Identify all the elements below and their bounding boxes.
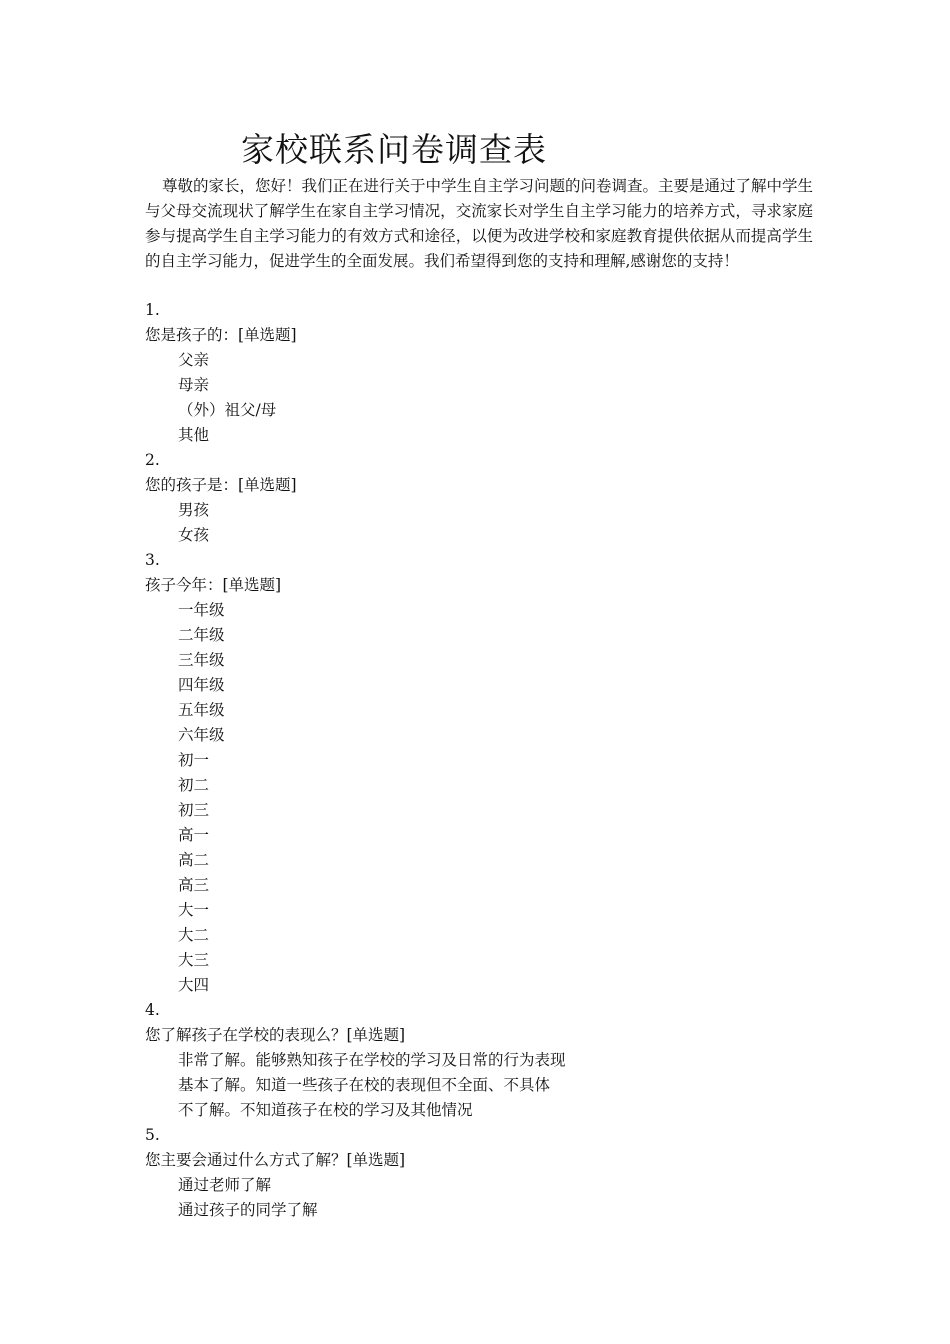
question-option: 五年级 bbox=[178, 701, 225, 719]
question-option: 六年级 bbox=[178, 726, 225, 744]
question-option: 三年级 bbox=[178, 651, 225, 669]
question-option: 初一 bbox=[178, 751, 210, 769]
question-list bbox=[145, 298, 825, 1223]
question-option: 父亲 bbox=[178, 351, 210, 369]
question bbox=[145, 448, 825, 548]
question-option: 大二 bbox=[178, 926, 210, 944]
question-number: 2. bbox=[145, 451, 160, 469]
question-number: 1. bbox=[145, 301, 160, 319]
question-option: 高一 bbox=[178, 826, 210, 844]
question-option: 四年级 bbox=[178, 676, 225, 694]
question-option: 一年级 bbox=[178, 601, 225, 619]
question-text: 孩子今年：[单选题] bbox=[145, 576, 282, 594]
question-option: 不了解。不知道孩子在校的学习及其他情况 bbox=[178, 1101, 473, 1119]
question-option: 二年级 bbox=[178, 626, 225, 644]
document-title: 家校联系问卷调查表 bbox=[241, 130, 547, 169]
question-option: 通过老师了解 bbox=[178, 1176, 272, 1194]
question-number: 3. bbox=[145, 551, 160, 569]
question-option: 大三 bbox=[178, 951, 210, 969]
question-option: 大一 bbox=[178, 901, 210, 919]
question-option: 其他 bbox=[178, 426, 210, 444]
question bbox=[145, 548, 825, 998]
question-option: 高二 bbox=[178, 851, 210, 869]
question-option: 初二 bbox=[178, 776, 210, 794]
question-option: 母亲 bbox=[178, 376, 210, 394]
question-text: 您的孩子是：[单选题] bbox=[145, 476, 297, 494]
question-option: 高三 bbox=[178, 876, 210, 894]
question-text: 您主要会通过什么方式了解？[单选题] bbox=[145, 1151, 406, 1169]
question-option: 基本了解。知道一些孩子在校的表现但不全面、不具体 bbox=[178, 1076, 551, 1094]
question-option: 女孩 bbox=[178, 526, 210, 544]
question-option: 通过孩子的同学了解 bbox=[178, 1201, 318, 1219]
question bbox=[145, 298, 825, 448]
question bbox=[145, 998, 825, 1123]
question-option: （外）祖父/母 bbox=[178, 401, 277, 419]
question-option: 大四 bbox=[178, 976, 210, 994]
question-text: 您是孩子的：[单选题] bbox=[145, 326, 297, 344]
question-text: 您了解孩子在学校的表现么？[单选题] bbox=[145, 1026, 406, 1044]
intro-paragraph: 尊敬的家长，您好！我们正在进行关于中学生自主学习问题的问卷调查。主要是通过了解中学生与父母交流现状了解学生在家自主学习情况，交流家长对学生自主学习能力的培养方式，寻求家庭参与提高学生自主学习能力的有效方式和途径，以便为改进学校和家庭教育提供依据从而提高学生的自主学习能力，促进学生的全面发展。我们希望得到您的支持和理解,感谢您的支持！ bbox=[145, 177, 814, 270]
question-number: 5. bbox=[145, 1126, 160, 1144]
question-option: 初三 bbox=[178, 801, 210, 819]
question-number: 4. bbox=[145, 1001, 160, 1019]
question-option: 非常了解。能够熟知孩子在学校的学习及日常的行为表现 bbox=[178, 1051, 566, 1069]
question-option: 男孩 bbox=[178, 501, 210, 519]
question bbox=[145, 1123, 825, 1223]
